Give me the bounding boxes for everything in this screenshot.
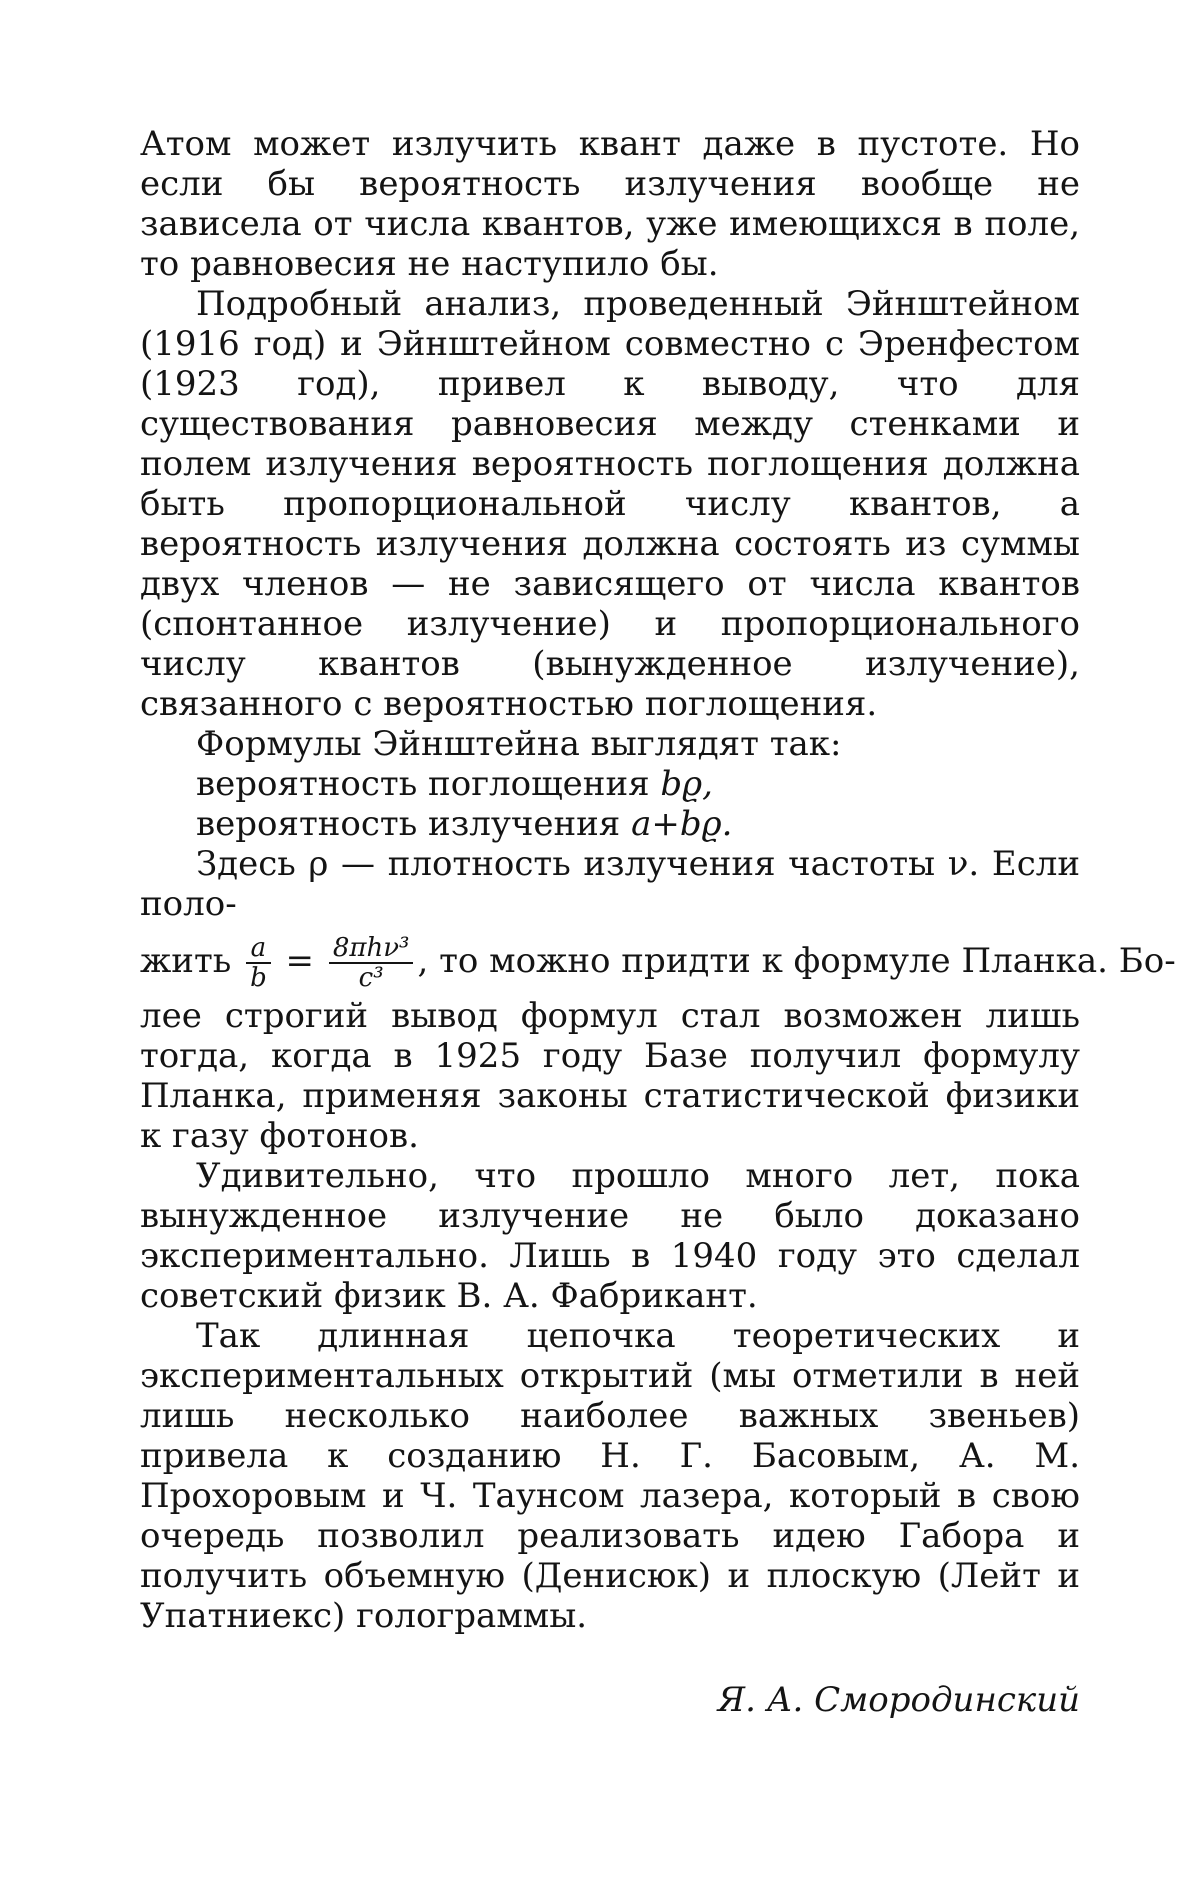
paragraph-4-rest: лее строгий вывод формул стал возможен лишь тогда, когда в 1925 году Базе получил формулу Планка, применяя законы статистической физики к газу фотонов.: [140, 996, 1080, 1156]
formula-emission-expr: a+bϱ.: [631, 804, 732, 844]
formula-emission: [140, 804, 1080, 844]
planck-condition-pre: жить: [140, 941, 231, 981]
paragraph-6: Так длинная цепочка теоретических и экспериментальных открытий (мы отметили в ней лишь несколько наиболее важных звеньев) привела к созданию Н. Г. Басовым, А. М. Прохоровым и Ч. Таунсом лазера, который в свою очередь позволил реализовать идею Габора и получить объемную (Денисюк) и плоскую (Лейт и Упатниекс) голограммы.: [140, 1316, 1080, 1636]
paragraph-1: Атом может излучить квант даже в пустоте. Но если бы вероятность излучения вообще не зависела от числа квантов, уже имеющихся в поле, то равновесия не наступило бы.: [140, 124, 1080, 284]
formula-emission-label: вероятность излучения: [196, 804, 620, 844]
fraction-a-numerator: a: [246, 934, 271, 964]
fraction-a-over-b: [246, 934, 271, 992]
paragraph-3: Формулы Эйнштейна выглядят так:: [140, 724, 1080, 764]
fraction-b-denominator: b: [246, 964, 271, 992]
paragraph-5: Удивительно, что прошло много лет, пока вынужденное излучение не было доказано экспериментально. Лишь в 1940 году это сделал советский физик В. А. Фабрикант.: [140, 1156, 1080, 1316]
formula-absorption: [140, 764, 1080, 804]
page-body: [140, 124, 1080, 1720]
equals-sign: =: [286, 941, 315, 981]
paragraph-4-line-1: Здесь ρ — плотность излучения частоты ν. Если поло-: [140, 844, 1080, 924]
planck-condition-post: , то можно придти к формуле Планка. Бо-: [417, 941, 1175, 981]
formula-absorption-label: вероятность поглощения: [196, 764, 650, 804]
fraction-planck-denominator: c³: [329, 964, 414, 992]
author-signature: Я. А. Смородинский: [140, 1680, 1080, 1720]
planck-condition-line: [140, 926, 1080, 996]
formula-absorption-expr: bϱ,: [660, 764, 713, 804]
paragraph-2: Подробный анализ, проведенный Эйнштейном (1916 год) и Эйнштейном совместно с Эренфестом (1923 год), привел к выводу, что для существования равновесия между стенками и полем излучения вероятность поглощения должна быть пропорциональной числу квантов, а вероятность излучения должна состоять из суммы двух членов — не зависящего от числа квантов (спонтанное излучение) и пропорционального числу квантов (вынужденное излучение), связанного с вероятностью поглощения.: [140, 284, 1080, 724]
fraction-planck: [329, 934, 414, 992]
fraction-planck-numerator: 8πhν³: [329, 934, 414, 964]
